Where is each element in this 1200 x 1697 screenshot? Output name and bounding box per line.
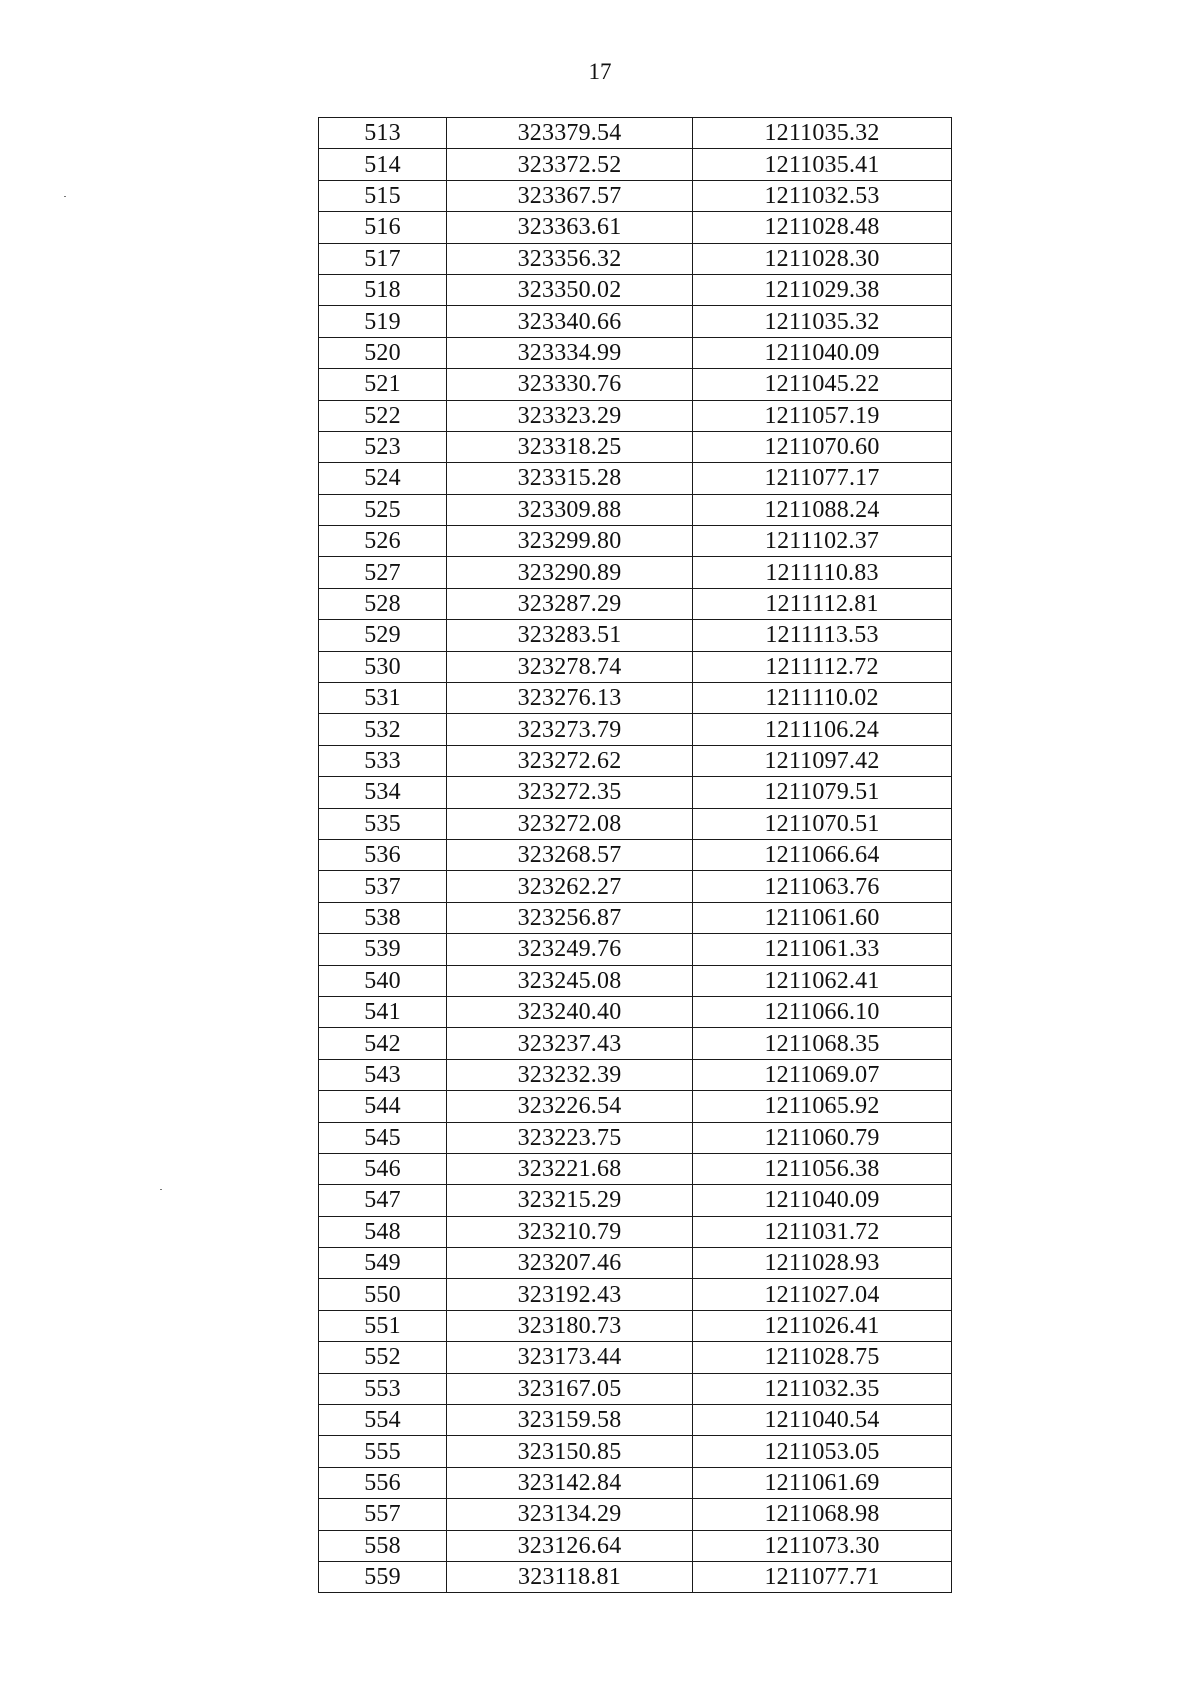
x-coordinate-cell: 323276.13 <box>447 683 693 714</box>
y-coordinate-cell: 1211028.30 <box>693 243 952 274</box>
x-coordinate-cell: 323167.05 <box>447 1373 693 1404</box>
point-number-cell: 555 <box>319 1436 447 1467</box>
x-coordinate-cell: 323262.27 <box>447 871 693 902</box>
y-coordinate-cell: 1211028.93 <box>693 1248 952 1279</box>
y-coordinate-cell: 1211110.83 <box>693 557 952 588</box>
x-coordinate-cell: 323372.52 <box>447 149 693 180</box>
point-number-cell: 544 <box>319 1091 447 1122</box>
y-coordinate-cell: 1211065.92 <box>693 1091 952 1122</box>
x-coordinate-cell: 323278.74 <box>447 651 693 682</box>
point-number-cell: 514 <box>319 149 447 180</box>
point-number-cell: 532 <box>319 714 447 745</box>
x-coordinate-cell: 323192.43 <box>447 1279 693 1310</box>
coordinates-table-body <box>319 118 952 1593</box>
table-row <box>319 1059 952 1090</box>
table-row <box>319 808 952 839</box>
point-number-cell: 552 <box>319 1342 447 1373</box>
table-row <box>319 996 952 1027</box>
point-number-cell: 542 <box>319 1028 447 1059</box>
table-row <box>319 1436 952 1467</box>
point-number-cell: 517 <box>319 243 447 274</box>
table-row <box>319 1405 952 1436</box>
y-coordinate-cell: 1211066.64 <box>693 839 952 870</box>
point-number-cell: 527 <box>319 557 447 588</box>
table-row <box>319 714 952 745</box>
y-coordinate-cell: 1211029.38 <box>693 274 952 305</box>
y-coordinate-cell: 1211079.51 <box>693 777 952 808</box>
table-row <box>319 1467 952 1498</box>
y-coordinate-cell: 1211073.30 <box>693 1530 952 1561</box>
table-row <box>319 871 952 902</box>
table-row <box>319 1342 952 1373</box>
x-coordinate-cell: 323237.43 <box>447 1028 693 1059</box>
x-coordinate-cell: 323245.08 <box>447 965 693 996</box>
x-coordinate-cell: 323334.99 <box>447 337 693 368</box>
table-row <box>319 1561 952 1592</box>
x-coordinate-cell: 323363.61 <box>447 212 693 243</box>
x-coordinate-cell: 323272.62 <box>447 745 693 776</box>
x-coordinate-cell: 323283.51 <box>447 620 693 651</box>
table-row <box>319 745 952 776</box>
x-coordinate-cell: 323226.54 <box>447 1091 693 1122</box>
y-coordinate-cell: 1211035.32 <box>693 306 952 337</box>
y-coordinate-cell: 1211028.75 <box>693 1342 952 1373</box>
table-row <box>319 526 952 557</box>
y-coordinate-cell: 1211077.71 <box>693 1561 952 1592</box>
x-coordinate-cell: 323180.73 <box>447 1310 693 1341</box>
table-row <box>319 1028 952 1059</box>
table-row <box>319 1216 952 1247</box>
x-coordinate-cell: 323249.76 <box>447 934 693 965</box>
point-number-cell: 533 <box>319 745 447 776</box>
table-row <box>319 902 952 933</box>
point-number-cell: 526 <box>319 526 447 557</box>
table-row <box>319 400 952 431</box>
y-coordinate-cell: 1211113.53 <box>693 620 952 651</box>
y-coordinate-cell: 1211063.76 <box>693 871 952 902</box>
scan-speck <box>64 196 66 197</box>
point-number-cell: 525 <box>319 494 447 525</box>
point-number-cell: 537 <box>319 871 447 902</box>
table-row <box>319 1499 952 1530</box>
point-number-cell: 529 <box>319 620 447 651</box>
x-coordinate-cell: 323356.32 <box>447 243 693 274</box>
point-number-cell: 520 <box>319 337 447 368</box>
point-number-cell: 534 <box>319 777 447 808</box>
table-row <box>319 1091 952 1122</box>
x-coordinate-cell: 323215.29 <box>447 1185 693 1216</box>
point-number-cell: 538 <box>319 902 447 933</box>
x-coordinate-cell: 323159.58 <box>447 1405 693 1436</box>
x-coordinate-cell: 323118.81 <box>447 1561 693 1592</box>
table-row <box>319 1122 952 1153</box>
x-coordinate-cell: 323240.40 <box>447 996 693 1027</box>
point-number-cell: 559 <box>319 1561 447 1592</box>
y-coordinate-cell: 1211061.69 <box>693 1467 952 1498</box>
y-coordinate-cell: 1211088.24 <box>693 494 952 525</box>
y-coordinate-cell: 1211066.10 <box>693 996 952 1027</box>
point-number-cell: 519 <box>319 306 447 337</box>
table-row <box>319 431 952 462</box>
table-row <box>319 274 952 305</box>
y-coordinate-cell: 1211061.33 <box>693 934 952 965</box>
y-coordinate-cell: 1211035.32 <box>693 118 952 149</box>
point-number-cell: 513 <box>319 118 447 149</box>
x-coordinate-cell: 323272.35 <box>447 777 693 808</box>
y-coordinate-cell: 1211053.05 <box>693 1436 952 1467</box>
point-number-cell: 518 <box>319 274 447 305</box>
x-coordinate-cell: 323173.44 <box>447 1342 693 1373</box>
table-row <box>319 1373 952 1404</box>
point-number-cell: 528 <box>319 588 447 619</box>
y-coordinate-cell: 1211056.38 <box>693 1153 952 1184</box>
table-row <box>319 212 952 243</box>
x-coordinate-cell: 323290.89 <box>447 557 693 588</box>
page-number: 17 <box>588 59 612 84</box>
table-row <box>319 118 952 149</box>
y-coordinate-cell: 1211040.09 <box>693 1185 952 1216</box>
point-number-cell: 536 <box>319 839 447 870</box>
y-coordinate-cell: 1211077.17 <box>693 463 952 494</box>
y-coordinate-cell: 1211070.60 <box>693 431 952 462</box>
table-row <box>319 683 952 714</box>
x-coordinate-cell: 323268.57 <box>447 839 693 870</box>
x-coordinate-cell: 323223.75 <box>447 1122 693 1153</box>
point-number-cell: 524 <box>319 463 447 494</box>
table-row <box>319 1153 952 1184</box>
table-row <box>319 1279 952 1310</box>
table-row <box>319 588 952 619</box>
point-number-cell: 549 <box>319 1248 447 1279</box>
table-row <box>319 369 952 400</box>
point-number-cell: 515 <box>319 180 447 211</box>
point-number-cell: 556 <box>319 1467 447 1498</box>
point-number-cell: 553 <box>319 1373 447 1404</box>
table-row <box>319 839 952 870</box>
coordinates-table <box>318 117 952 1593</box>
table-row <box>319 934 952 965</box>
y-coordinate-cell: 1211070.51 <box>693 808 952 839</box>
y-coordinate-cell: 1211040.54 <box>693 1405 952 1436</box>
table-row <box>319 965 952 996</box>
x-coordinate-cell: 323309.88 <box>447 494 693 525</box>
y-coordinate-cell: 1211069.07 <box>693 1059 952 1090</box>
x-coordinate-cell: 323287.29 <box>447 588 693 619</box>
y-coordinate-cell: 1211045.22 <box>693 369 952 400</box>
table-row <box>319 180 952 211</box>
table-row <box>319 620 952 651</box>
x-coordinate-cell: 323142.84 <box>447 1467 693 1498</box>
table-row <box>319 651 952 682</box>
y-coordinate-cell: 1211110.02 <box>693 683 952 714</box>
x-coordinate-cell: 323232.39 <box>447 1059 693 1090</box>
table-row <box>319 149 952 180</box>
x-coordinate-cell: 323134.29 <box>447 1499 693 1530</box>
point-number-cell: 541 <box>319 996 447 1027</box>
point-number-cell: 543 <box>319 1059 447 1090</box>
scan-speck <box>160 1189 162 1190</box>
table-row <box>319 306 952 337</box>
y-coordinate-cell: 1211028.48 <box>693 212 952 243</box>
table-row <box>319 777 952 808</box>
x-coordinate-cell: 323221.68 <box>447 1153 693 1184</box>
y-coordinate-cell: 1211112.81 <box>693 588 952 619</box>
y-coordinate-cell: 1211035.41 <box>693 149 952 180</box>
y-coordinate-cell: 1211040.09 <box>693 337 952 368</box>
table-row <box>319 1185 952 1216</box>
point-number-cell: 546 <box>319 1153 447 1184</box>
table-row <box>319 557 952 588</box>
x-coordinate-cell: 323330.76 <box>447 369 693 400</box>
y-coordinate-cell: 1211068.35 <box>693 1028 952 1059</box>
x-coordinate-cell: 323367.57 <box>447 180 693 211</box>
x-coordinate-cell: 323350.02 <box>447 274 693 305</box>
table-row <box>319 463 952 494</box>
x-coordinate-cell: 323323.29 <box>447 400 693 431</box>
table-row <box>319 1248 952 1279</box>
point-number-cell: 531 <box>319 683 447 714</box>
point-number-cell: 548 <box>319 1216 447 1247</box>
x-coordinate-cell: 323299.80 <box>447 526 693 557</box>
table-row <box>319 1310 952 1341</box>
y-coordinate-cell: 1211032.35 <box>693 1373 952 1404</box>
x-coordinate-cell: 323207.46 <box>447 1248 693 1279</box>
y-coordinate-cell: 1211060.79 <box>693 1122 952 1153</box>
y-coordinate-cell: 1211031.72 <box>693 1216 952 1247</box>
table-row <box>319 1530 952 1561</box>
x-coordinate-cell: 323150.85 <box>447 1436 693 1467</box>
y-coordinate-cell: 1211027.04 <box>693 1279 952 1310</box>
point-number-cell: 547 <box>319 1185 447 1216</box>
point-number-cell: 516 <box>319 212 447 243</box>
y-coordinate-cell: 1211097.42 <box>693 745 952 776</box>
point-number-cell: 522 <box>319 400 447 431</box>
table-row <box>319 337 952 368</box>
y-coordinate-cell: 1211106.24 <box>693 714 952 745</box>
point-number-cell: 540 <box>319 965 447 996</box>
point-number-cell: 557 <box>319 1499 447 1530</box>
x-coordinate-cell: 323340.66 <box>447 306 693 337</box>
x-coordinate-cell: 323273.79 <box>447 714 693 745</box>
x-coordinate-cell: 323256.87 <box>447 902 693 933</box>
y-coordinate-cell: 1211057.19 <box>693 400 952 431</box>
point-number-cell: 550 <box>319 1279 447 1310</box>
point-number-cell: 539 <box>319 934 447 965</box>
point-number-cell: 530 <box>319 651 447 682</box>
y-coordinate-cell: 1211062.41 <box>693 965 952 996</box>
table-row <box>319 243 952 274</box>
point-number-cell: 554 <box>319 1405 447 1436</box>
x-coordinate-cell: 323315.28 <box>447 463 693 494</box>
point-number-cell: 535 <box>319 808 447 839</box>
x-coordinate-cell: 323272.08 <box>447 808 693 839</box>
y-coordinate-cell: 1211112.72 <box>693 651 952 682</box>
point-number-cell: 551 <box>319 1310 447 1341</box>
point-number-cell: 521 <box>319 369 447 400</box>
y-coordinate-cell: 1211068.98 <box>693 1499 952 1530</box>
point-number-cell: 545 <box>319 1122 447 1153</box>
y-coordinate-cell: 1211026.41 <box>693 1310 952 1341</box>
point-number-cell: 523 <box>319 431 447 462</box>
x-coordinate-cell: 323126.64 <box>447 1530 693 1561</box>
x-coordinate-cell: 323210.79 <box>447 1216 693 1247</box>
x-coordinate-cell: 323379.54 <box>447 118 693 149</box>
y-coordinate-cell: 1211032.53 <box>693 180 952 211</box>
table-row <box>319 494 952 525</box>
x-coordinate-cell: 323318.25 <box>447 431 693 462</box>
y-coordinate-cell: 1211102.37 <box>693 526 952 557</box>
point-number-cell: 558 <box>319 1530 447 1561</box>
y-coordinate-cell: 1211061.60 <box>693 902 952 933</box>
